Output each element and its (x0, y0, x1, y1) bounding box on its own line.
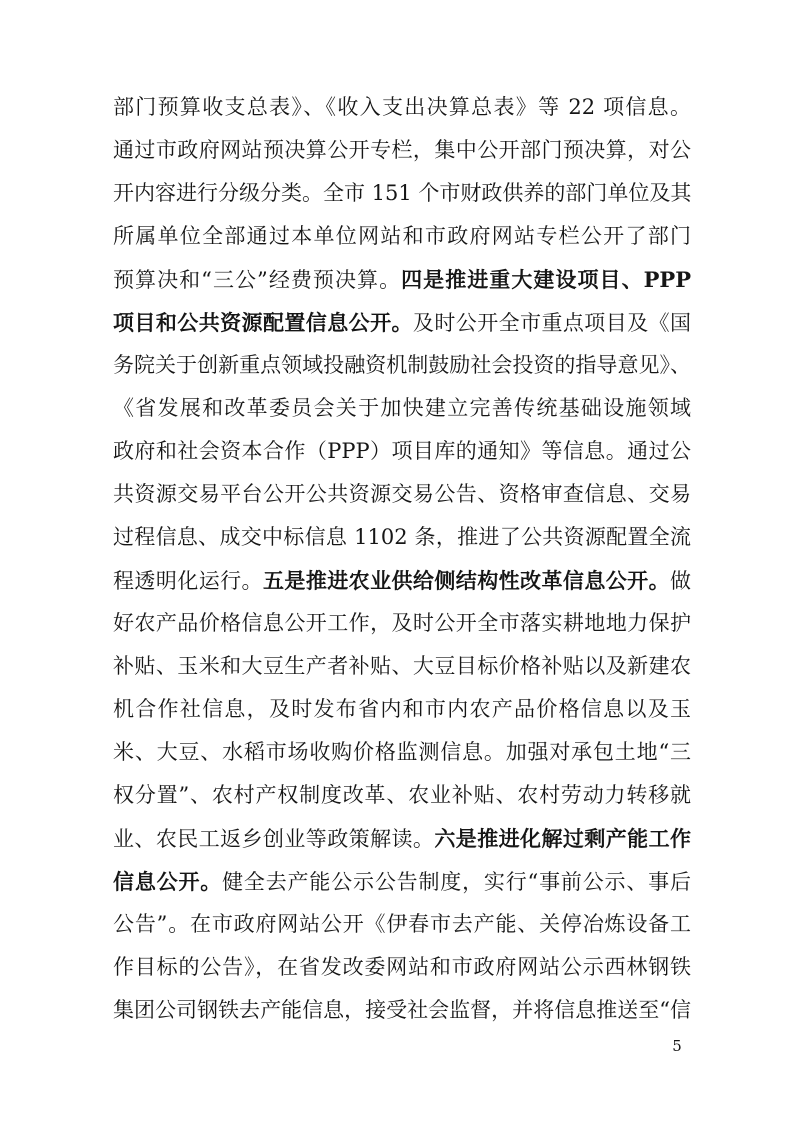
text-run: 及时公开全市重点项目及《国 (412, 311, 691, 335)
text-line (113, 903, 691, 946)
text-line (113, 258, 691, 301)
text-run: 权分置”、农村产权制度改革、农业补贴、农村劳动力转移就 (113, 783, 691, 807)
text-run: 过程信息、成交中标信息 1102 条，推进了公共资源配置全流 (113, 525, 691, 549)
bold-heading-run: 项目和公共资源配置信息公开。 (113, 310, 413, 335)
text-run: 通过市政府网站预决算公开专栏，集中公开部门预决算，对公 (113, 138, 691, 162)
text-run: 集团公司钢铁去产能信息，接受社会监督，并将信息推送至“信 (113, 998, 691, 1022)
body-text-block (113, 86, 691, 1032)
text-run: 公告”。在市政府网站公开《伊春市去产能、关停冶炼设备工 (113, 912, 691, 936)
text-run: 做 (670, 569, 691, 593)
text-run: 健全去产能公示公告制度，实行“事前公示、事后 (222, 870, 691, 894)
text-line (113, 688, 691, 731)
text-run: 机合作社信息，及时发布省内和市内农产品价格信息以及玉 (113, 697, 691, 721)
text-line (113, 172, 691, 215)
text-line (113, 774, 691, 817)
text-line (113, 344, 691, 387)
text-line (113, 86, 691, 129)
bold-heading-run: 六是推进化解过剩产能工作 (434, 826, 691, 851)
text-line (113, 430, 691, 473)
text-line (113, 516, 691, 559)
bold-heading-run: 信息公开。 (113, 869, 223, 894)
text-run: 预算决和“三公”经费预决算。 (113, 268, 402, 292)
text-line (113, 946, 691, 989)
text-run: 开内容进行分级分类。全市 151 个市财政供养的部门单位及其 (113, 181, 691, 205)
text-run: 务院关于创新重点领域投融资机制鼓励社会投资的指导意见》、 (113, 353, 691, 377)
text-run: 米、大豆、水稻市场收购价格监测信息。加强对承包土地“三 (113, 740, 691, 764)
text-line (113, 860, 691, 903)
text-run: 好农产品价格信息公开工作，及时公开全市落实耕地地力保护 (113, 611, 691, 635)
text-run: 业、农民工返乡创业等政策解读。 (113, 827, 435, 851)
text-run: 补贴、玉米和大豆生产者补贴、大豆目标价格补贴以及新建农 (113, 654, 691, 678)
bold-heading-run: 五是推进农业供给侧结构性改革信息公开。 (262, 568, 671, 593)
bold-heading-run: 四是推进重大建设项目、PPP (401, 267, 691, 292)
text-run: 所属单位全部通过本单位网站和市政府网站专栏公开了部门 (113, 224, 691, 248)
text-line (113, 731, 691, 774)
text-run: 作目标的公告》，在省发改委网站和市政府网站公示西林钢铁 (113, 955, 691, 979)
text-run: 共资源交易平台公开公共资源交易公告、资格审查信息、交易 (113, 482, 691, 506)
text-line (113, 817, 691, 860)
text-line (113, 215, 691, 258)
text-line (113, 129, 691, 172)
text-line (113, 602, 691, 645)
text-run: 政府和社会资本合作（PPP）项目库的通知》等信息。通过公 (113, 439, 691, 463)
text-line (113, 473, 691, 516)
text-line (113, 989, 691, 1032)
text-line (113, 387, 691, 430)
text-run: 《省发展和改革委员会关于加快建立完善传统基础设施领域 (113, 396, 691, 420)
text-line (113, 301, 691, 344)
text-run: 程透明化运行。 (113, 569, 263, 593)
text-line (113, 645, 691, 688)
page-number: 5 (672, 1037, 682, 1055)
text-line (113, 559, 691, 602)
text-run: 部门预算收支总表》、《收入支出决算总表》等 22 项信息。 (113, 95, 691, 119)
